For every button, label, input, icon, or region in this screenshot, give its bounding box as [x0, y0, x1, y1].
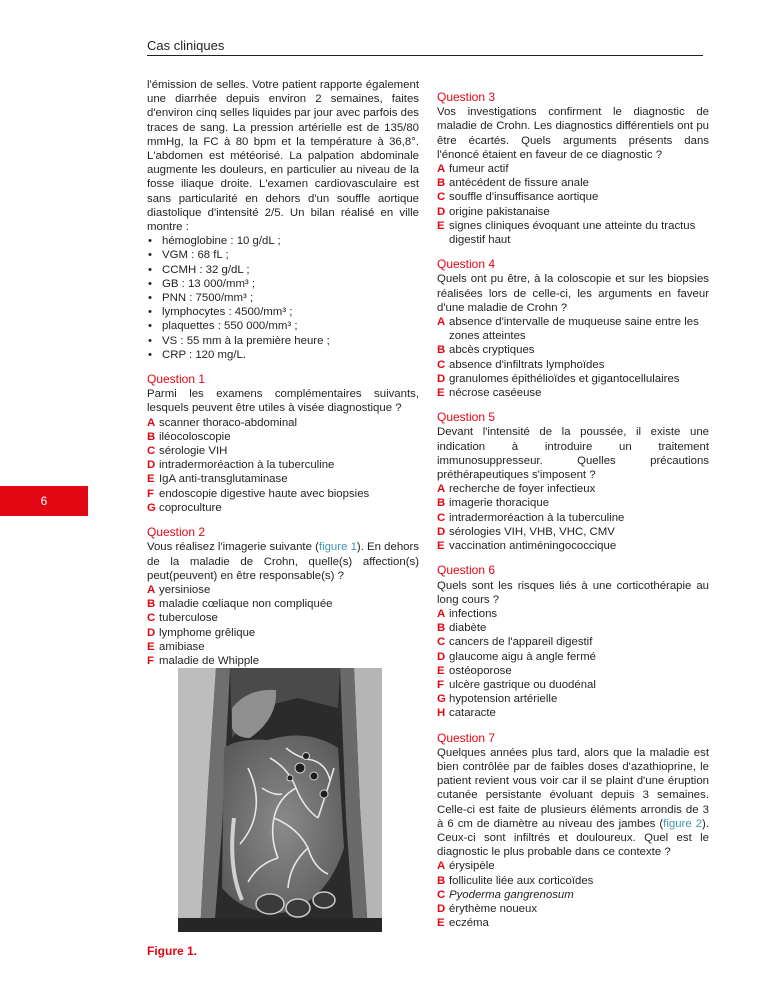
- option-text: Pyoderma gangrenosum: [449, 888, 574, 901]
- option-letter: E: [437, 219, 445, 232]
- question-4-title: Question 4: [437, 257, 496, 272]
- question-3-text: Vos investigations confirment le diagnostic de maladie de Crohn. Les diagnostics différentiels ont pu être écartés. Quels arguments présents dans l'énoncé étaient en faveur de ce diagnostic ?: [437, 106, 709, 161]
- option-text: cataracte: [449, 707, 496, 720]
- option-letter: A: [437, 316, 446, 329]
- option-item: [147, 501, 419, 515]
- option-letter: D: [437, 525, 446, 538]
- question-1-options: [147, 416, 419, 515]
- option-text: abcès cryptiques: [449, 344, 535, 357]
- option-item: [147, 472, 419, 486]
- option-item: [147, 640, 419, 654]
- option-letter: E: [147, 473, 155, 486]
- case-intro-paragraph: l'émission de selles. Votre patient rapporte également une diarrhée depuis environ 2 semaines, faites d'environ cinq selles liquides par jour avec parfois des traces de sang. La pression artérielle est de 135/80 mmHg, la FC à 80 bpm et la température à 36,8°. L'abdomen est météorisé. La palpation abdominale augmente les douleurs, en particulier au niveau de la fosse iliaque droite. L'examen cardiovasculaire est sans particularité en dehors d'un souffle aortique diastolique d'intensité 2/5. Un bilan réalisé en ville montre :: [147, 79, 419, 234]
- option-letter: F: [437, 678, 444, 691]
- option-letter: C: [147, 445, 156, 458]
- option-item: [437, 888, 709, 902]
- option-letter: C: [437, 358, 446, 371]
- lab-item: • GB : 13 000/mm³ ;: [147, 277, 419, 291]
- chapter-tab: 6: [0, 486, 88, 516]
- option-letter: F: [147, 654, 154, 667]
- question-1-text: Parmi les examens complémentaires suivants, lesquels peuvent être utiles à visée diagnostique ?: [147, 388, 419, 415]
- option-item: [437, 539, 709, 553]
- option-letter: C: [437, 191, 446, 204]
- option-item: [147, 654, 419, 668]
- question-7-text-end: ). Ceux-ci sont infiltrés et douloureux. Quel est le diagnostic le plus probable dans ce contexte ?: [437, 817, 709, 859]
- option-text: ulcère gastrique ou duodénal: [449, 678, 596, 691]
- option-text: érythème noueux: [449, 902, 538, 915]
- option-text: tuberculose: [159, 612, 218, 625]
- option-item: [147, 444, 419, 458]
- option-text: recherche de foyer infectieux: [449, 483, 596, 496]
- option-letter: A: [147, 416, 156, 429]
- option-item: [437, 874, 709, 888]
- right-column: [437, 90, 709, 930]
- option-letter: D: [147, 459, 156, 472]
- question-5-options: [437, 482, 709, 553]
- option-item: [437, 706, 709, 720]
- option-letter: C: [437, 888, 446, 901]
- option-letter: D: [437, 902, 446, 915]
- option-text: souffle d'insuffisance aortique: [449, 191, 599, 204]
- option-item: [437, 692, 709, 706]
- option-text: cancers de l'appareil digestif: [449, 636, 593, 649]
- option-letter: B: [437, 344, 446, 357]
- option-letter: G: [437, 693, 446, 706]
- option-text: diabète: [449, 622, 487, 635]
- option-letter: A: [437, 607, 446, 620]
- option-letter: D: [147, 626, 156, 639]
- option-letter: B: [437, 177, 446, 190]
- option-text: infections: [449, 607, 498, 620]
- option-text: folliculite liée aux corticoïdes: [449, 874, 594, 887]
- question-6-text: Quels sont les risques liés à une corticothérapie au long cours ?: [437, 579, 709, 606]
- option-item: [147, 416, 419, 430]
- option-text: amibiase: [159, 640, 205, 653]
- option-text: iléocoloscopie: [159, 430, 231, 443]
- option-letter: E: [437, 664, 445, 677]
- option-item: [437, 525, 709, 539]
- option-letter: D: [437, 372, 446, 385]
- option-item: [437, 162, 709, 176]
- option-text: origine pakistanaise: [449, 205, 550, 218]
- option-text: absence d'infiltrats lymphoïdes: [449, 358, 605, 371]
- option-item: [147, 597, 419, 611]
- question-2-title: Question 2: [147, 525, 206, 540]
- option-text: glaucome aigu à angle fermé: [449, 650, 596, 663]
- option-text: lymphome grêlique: [159, 626, 256, 639]
- option-text: sérologie VIH: [159, 445, 228, 458]
- option-item: [147, 458, 419, 472]
- option-text: ostéoporose: [449, 664, 512, 677]
- question-1-title: Question 1: [147, 372, 206, 387]
- option-letter: C: [437, 636, 446, 649]
- option-item: [437, 343, 709, 357]
- figure-2-reference-link[interactable]: figure 2: [663, 817, 703, 830]
- option-letter: E: [147, 640, 155, 653]
- option-item: [437, 650, 709, 664]
- question-2-options: [147, 583, 419, 668]
- question-6-options: [437, 607, 709, 721]
- option-item: [437, 607, 709, 621]
- option-text: eczéma: [449, 917, 489, 930]
- option-item: [437, 902, 709, 916]
- option-item: [147, 611, 419, 625]
- option-letter: B: [437, 497, 446, 510]
- question-7-title: Question 7: [437, 730, 496, 745]
- option-item: [437, 859, 709, 873]
- option-item: [437, 386, 709, 400]
- option-item: [147, 430, 419, 444]
- option-letter: E: [437, 540, 445, 553]
- lab-item: • PNN : 7500/mm³ ;: [147, 291, 419, 305]
- question-3-options: [437, 162, 709, 247]
- option-item: [437, 511, 709, 525]
- option-item: [437, 678, 709, 692]
- option-item: [147, 487, 419, 501]
- option-text: antécédent de fissure anale: [449, 177, 589, 190]
- lab-item: • hémoglobine : 10 g/dL ;: [147, 234, 419, 248]
- option-letter: D: [437, 650, 446, 663]
- option-text: fumeur actif: [449, 163, 509, 176]
- option-text: yersiniose: [159, 583, 211, 596]
- option-item: [437, 219, 709, 247]
- question-2-text-end: ). En dehors de la maladie de Crohn, quelle(s) affection(s) peut(peuvent) en être responsable(s) ?: [147, 541, 419, 582]
- option-text: érysipèle: [449, 860, 495, 873]
- option-item: [437, 635, 709, 649]
- option-text: hypotension artérielle: [449, 693, 558, 706]
- option-letter: C: [437, 511, 446, 524]
- question-2-text-start: Vous réalisez l'imagerie suivante (: [147, 541, 319, 554]
- option-letter: B: [437, 622, 446, 635]
- option-letter: F: [147, 487, 154, 500]
- figure-1-caption: Figure 1.: [147, 944, 198, 958]
- lab-results-list: [147, 234, 419, 362]
- option-letter: A: [437, 860, 446, 873]
- option-letter: D: [437, 205, 446, 218]
- option-text: IgA anti-transglutaminase: [159, 473, 288, 486]
- option-text: absence d'intervalle de muqueuse saine entre les zones atteintes: [449, 316, 699, 343]
- question-4-text: Quels ont pu être, à la coloscopie et sur les biopsies réalisées lors de celle-ci, les arguments en faveur d'une maladie de Crohn ?: [437, 273, 709, 314]
- option-text: scanner thoraco-abdominal: [159, 416, 298, 429]
- option-letter: A: [437, 483, 446, 496]
- option-text: maladie cœliaque non compliquée: [159, 598, 333, 611]
- option-text: coproculture: [159, 501, 222, 514]
- lab-item: • plaquettes : 550 000/mm³ ;: [147, 319, 419, 333]
- option-item: [437, 190, 709, 204]
- option-letter: G: [147, 501, 156, 514]
- lab-item: • CRP : 120 mg/L.: [147, 348, 419, 362]
- option-letter: E: [437, 917, 445, 930]
- option-item: [147, 583, 419, 597]
- question-6-title: Question 6: [437, 563, 496, 578]
- figure-1-ct-image: [178, 668, 382, 932]
- option-text: imagerie thoracique: [449, 497, 550, 510]
- figure-1-reference-link[interactable]: figure 1: [318, 541, 357, 554]
- option-text: intradermoréaction à la tuberculine: [449, 511, 625, 524]
- question-2-text: [147, 540, 419, 583]
- lab-item: • VGM : 68 fL ;: [147, 248, 419, 262]
- question-5-text: Devant l'intensité de la poussée, il existe une indication à introduire un traitement immunosuppresseur. Quelles précautions préthérapeutiques s'imposent ?: [437, 426, 709, 482]
- option-item: [437, 372, 709, 386]
- lab-item: • CCMH : 32 g/dL ;: [147, 263, 419, 277]
- option-letter: B: [437, 874, 446, 887]
- option-letter: B: [147, 598, 156, 611]
- option-text: nécrose caséeuse: [449, 387, 542, 400]
- option-text: signes cliniques évoquant une atteinte du tractus digestif haut: [449, 219, 696, 247]
- option-text: sérologies VIH, VHB, VHC, CMV: [449, 525, 615, 538]
- option-item: [437, 916, 709, 930]
- option-item: [437, 664, 709, 678]
- option-item: [437, 205, 709, 219]
- option-letter: H: [437, 707, 446, 720]
- left-column: [147, 78, 419, 668]
- option-text: intradermoréaction à la tuberculine: [159, 459, 335, 472]
- question-7-text: [437, 746, 709, 860]
- option-item: [437, 482, 709, 496]
- question-3-title: Question 3: [437, 90, 496, 104]
- option-item: [437, 496, 709, 510]
- option-letter: A: [437, 163, 446, 176]
- option-letter: B: [147, 430, 156, 443]
- running-header: Cas cliniques: [147, 38, 703, 56]
- lab-item: • lymphocytes : 4500/mm³ ;: [147, 305, 419, 319]
- option-item: [437, 315, 709, 343]
- option-item: [147, 626, 419, 640]
- ct-scan-illustration: [178, 668, 382, 932]
- question-7-text-start: Quelques années plus tard, alors que la maladie est bien contrôlée par de faibles doses d'azathioprine, le patient revient vous voir car il se plaint d'une éruption cutanée persistante évoluant depuis 3 semaines. Celle-ci est faite de plusieurs éléments arrondis de 3 à 6 cm de diamètre au niveau des jambes (: [437, 746, 709, 830]
- lab-item: • VS : 55 mm à la première heure ;: [147, 334, 419, 348]
- option-item: [437, 358, 709, 372]
- option-text: vaccination antiméningococcique: [449, 540, 617, 553]
- option-letter: C: [147, 612, 156, 625]
- option-text: granulomes épithélioïdes et gigantocellulaires: [449, 372, 680, 385]
- option-text: maladie de Whipple: [159, 654, 260, 667]
- question-7-options: [437, 859, 709, 930]
- question-4-options: [437, 315, 709, 400]
- option-item: [437, 621, 709, 635]
- option-text: endoscopie digestive haute avec biopsies: [159, 487, 370, 500]
- question-5-title: Question 5: [437, 410, 496, 425]
- option-item: [437, 176, 709, 190]
- option-letter: A: [147, 583, 156, 596]
- option-letter: E: [437, 387, 445, 400]
